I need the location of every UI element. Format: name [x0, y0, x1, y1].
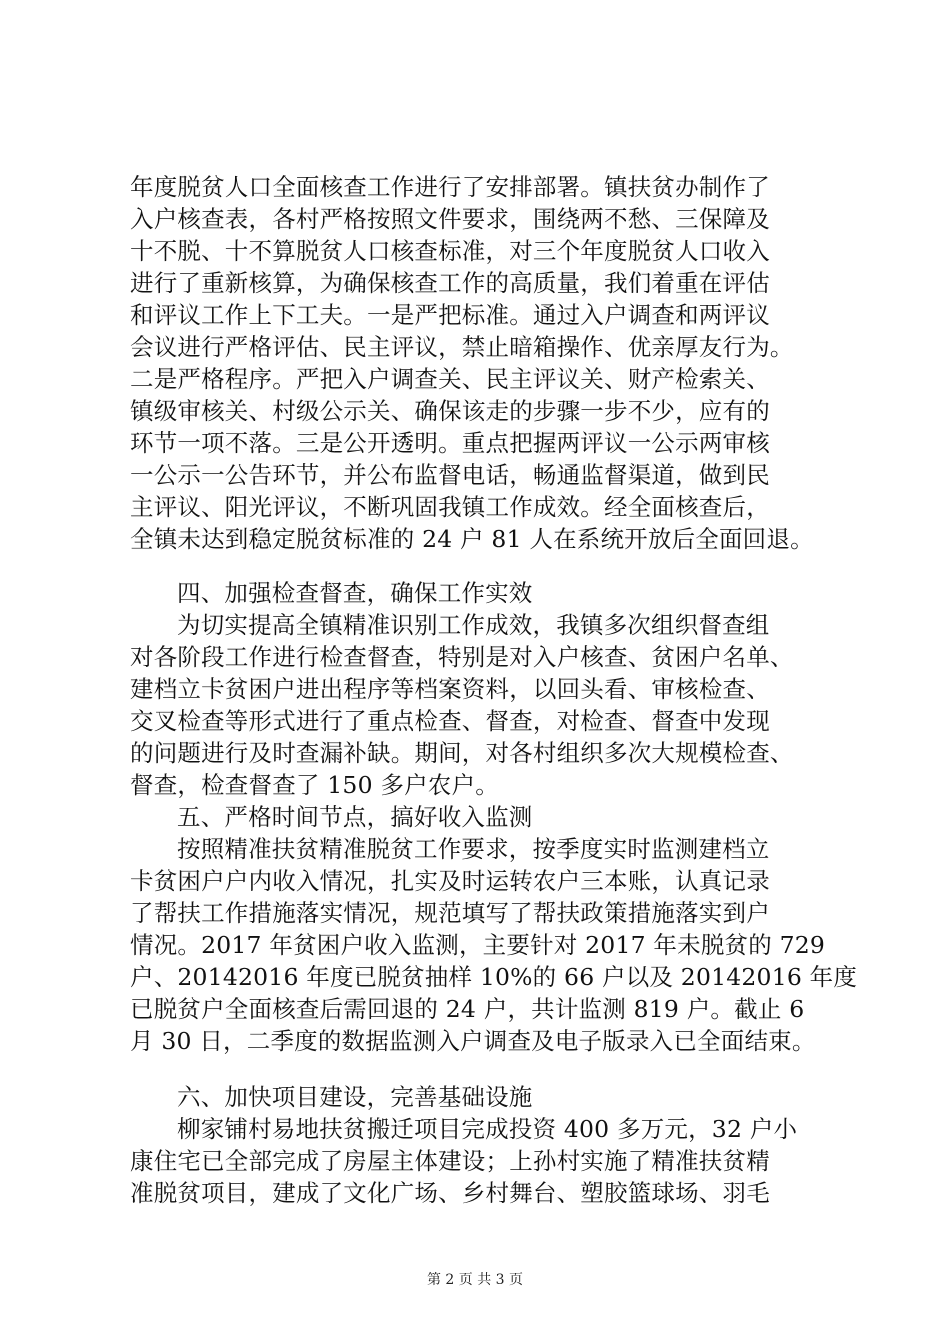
paragraph-line: 建档立卡贫困户进出程序等档案资料，以回头看、审核检查、 [130, 675, 770, 703]
paragraph-line: 康住宅已全部完成了房屋主体建设；上孙村实施了精准扶贫精 [130, 1147, 770, 1175]
paragraph-line: 情况。2017 年贫困户收入监测，主要针对 2017 年未脱贫的 729 [130, 931, 826, 959]
paragraph-line: 月 30 日，二季度的数据监测入户调查及电子版录入已全面结束。 [130, 1027, 816, 1055]
section-heading: 四、加强检查督查，确保工作实效 [177, 579, 533, 607]
paragraph-line: 镇级审核关、村级公示关、确保该走的步骤一步不少，应有的 [130, 397, 770, 425]
paragraph-line: 督查，检查督查了 150 多户农户。 [130, 771, 499, 799]
paragraph-line: 对各阶段工作进行检查督查，特别是对入户核查、贫困户名单、 [130, 643, 794, 671]
paragraph-line: 环节一项不落。三是公开透明。重点把握两评议一公示两审核 [130, 429, 770, 457]
paragraph-line: 主评议、阳光评议，不断巩固我镇工作成效。经全面核查后， [130, 493, 770, 521]
page-number-footer: 第 2 页 共 3 页 [426, 1272, 524, 1288]
paragraph-line: 二是严格程序。严把入户调查关、民主评议关、财产检索关、 [130, 365, 770, 393]
paragraph-line: 十不脱、十不算脱贫人口核查标准，对三个年度脱贫人口收入 [130, 237, 770, 265]
paragraph-line: 和评议工作上下工夫。一是严把标准。通过入户调查和两评议 [130, 301, 770, 329]
paragraph-line: 已脱贫户全面核查后需回退的 24 户，共计监测 819 户。截止 6 [130, 995, 805, 1023]
paragraph-line: 户、20142016 年度已脱贫抽样 10%的 66 户以及 20142016 年度 [130, 963, 858, 991]
paragraph-line: 年度脱贫人口全面核查工作进行了安排部署。镇扶贫办制作了 [130, 173, 770, 201]
paragraph-line: 交叉检查等形式进行了重点检查、督查，对检查、督查中发现 [130, 707, 770, 735]
paragraph-line: 全镇未达到稳定脱贫标准的 24 户 81 人在系统开放后全面回退。 [130, 525, 814, 553]
paragraph-line: 进行了重新核算，为确保核查工作的高质量，我们着重在评估 [130, 269, 770, 297]
section-heading: 五、严格时间节点，搞好收入监测 [177, 803, 533, 831]
paragraph-line: 为切实提高全镇精准识别工作成效，我镇多次组织督查组 [177, 611, 770, 639]
paragraph-line: 卡贫困户户内收入情况，扎实及时运转农户三本账，认真记录 [130, 867, 770, 895]
paragraph-line: 柳家铺村易地扶贫搬迁项目完成投资 400 多万元，32 户小 [177, 1115, 798, 1143]
section-heading: 六、加快项目建设，完善基础设施 [177, 1083, 533, 1111]
paragraph-line: 的问题进行及时查漏补缺。期间，对各村组织多次大规模检查、 [130, 739, 794, 767]
paragraph-line: 一公示一公告环节，并公布监督电话，畅通监督渠道，做到民 [130, 461, 770, 489]
paragraph-line: 准脱贫项目，建成了文化广场、乡村舞台、塑胶篮球场、羽毛 [130, 1179, 770, 1207]
paragraph-line: 了帮扶工作措施落实情况，规范填写了帮扶政策措施落实到户 [130, 899, 770, 927]
paragraph-line: 按照精准扶贫精准脱贫工作要求，按季度实时监测建档立 [177, 835, 770, 863]
paragraph-line: 会议进行严格评估、民主评议，禁止暗箱操作、优亲厚友行为。 [130, 333, 794, 361]
paragraph-line: 入户核查表，各村严格按照文件要求，围绕两不愁、三保障及 [130, 205, 770, 233]
